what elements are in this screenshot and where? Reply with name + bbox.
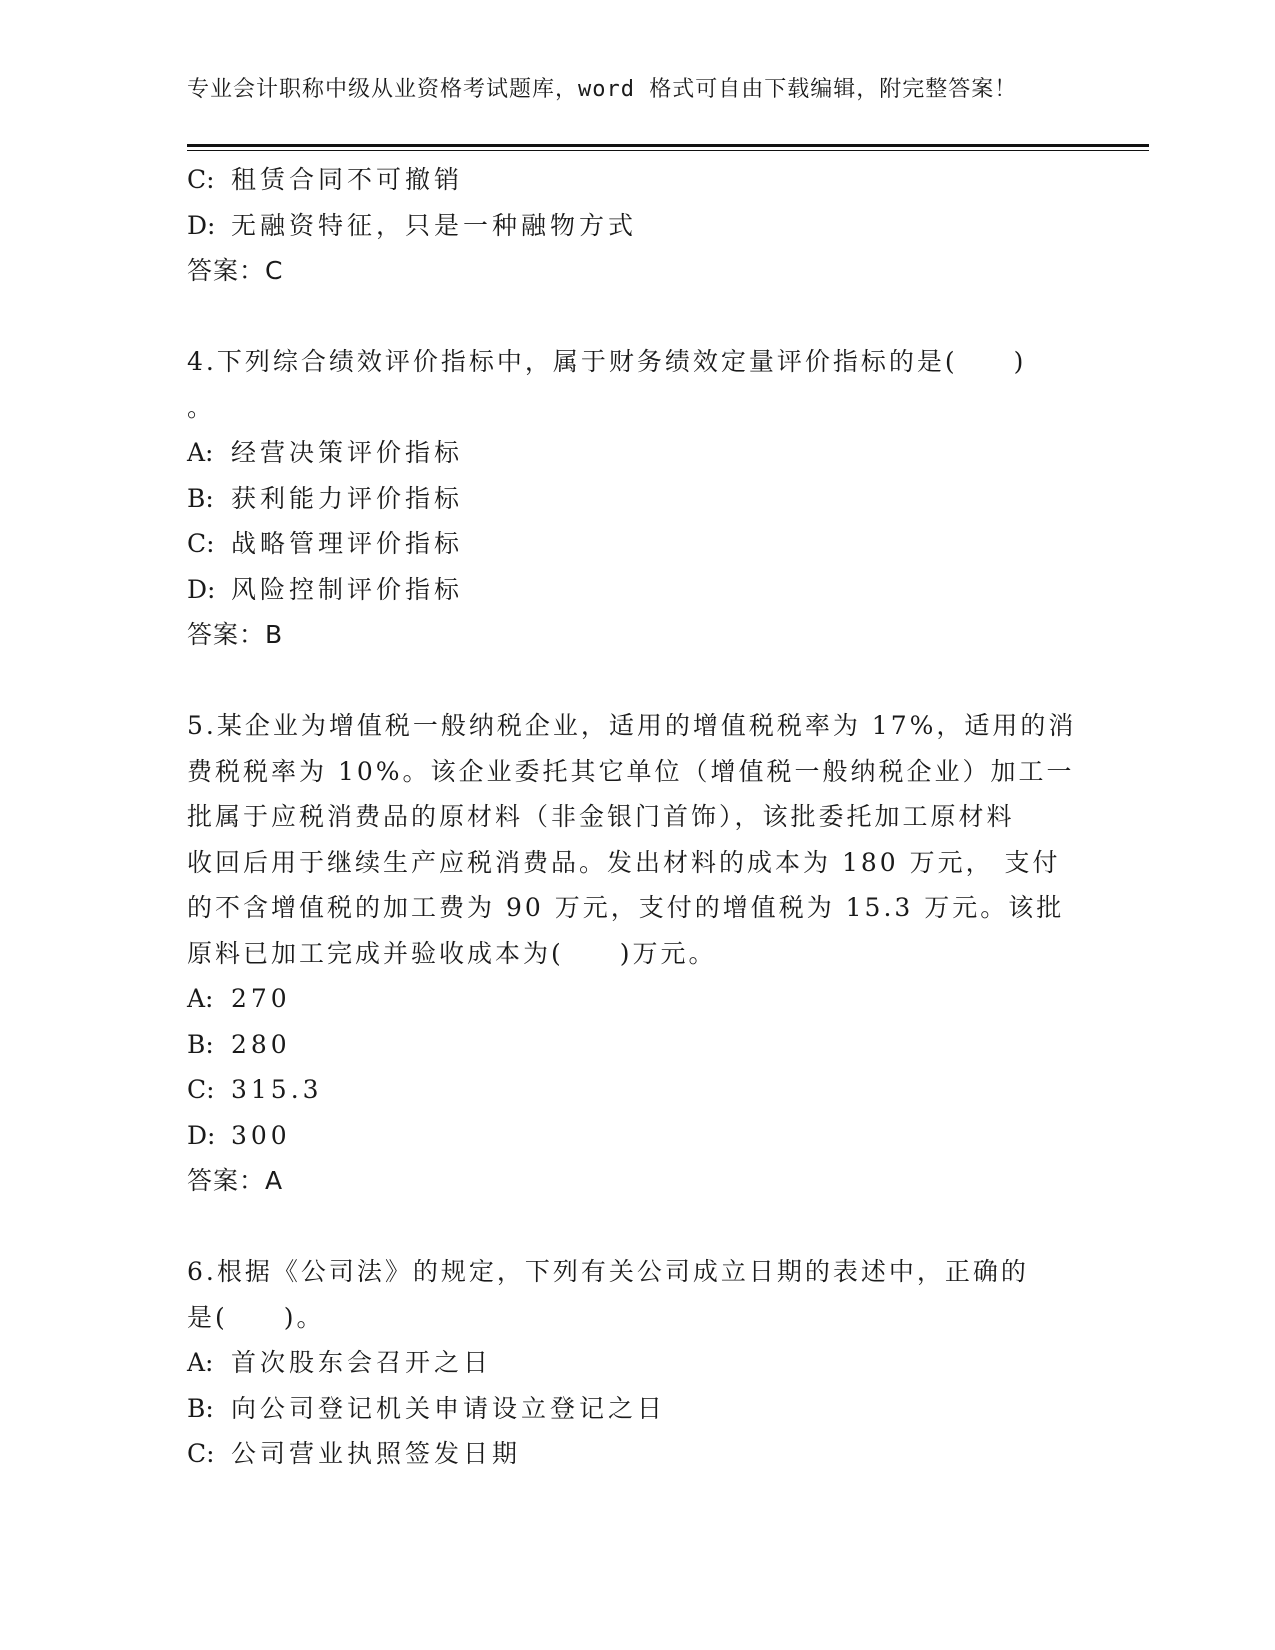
option-b	[187, 476, 1087, 522]
spacer	[187, 1204, 1087, 1250]
question-stem-line: 4.下列综合绩效评价指标中，属于财务绩效定量评价指标的是( )	[187, 347, 1027, 376]
option-text: 315.3	[231, 1075, 323, 1104]
question-stem-line: 的不含增值税的加工费为 90 万元，支付的增值税为 15.3 万元。该批	[187, 893, 1065, 922]
option-text: 租赁合同不可撤销	[231, 165, 464, 194]
option-b	[187, 1386, 1087, 1432]
option-text: 向公司登记机关申请设立登记之日	[231, 1393, 667, 1423]
option-key: A:	[187, 438, 214, 467]
question-stem-line: 批属于应税消费品的原材料（非金银门首饰），该批委托加工原材料	[187, 802, 1015, 831]
option-text: 首次股东会召开之日	[231, 1348, 493, 1377]
option-text: 280	[231, 1029, 291, 1059]
option-text: 获利能力评价指标	[231, 483, 464, 513]
option-key: D:	[187, 574, 216, 604]
spacer	[187, 294, 1087, 340]
option-text: 公司营业执照签发日期	[231, 1439, 522, 1468]
question-stem-line: 费税税率为 10%。该企业委托其它单位（增值税一般纳税企业）加工一	[187, 756, 1075, 786]
question-stem-line: 。	[187, 392, 216, 422]
option-b	[187, 1022, 1087, 1068]
option-key: C:	[187, 165, 215, 194]
option-key: A:	[187, 1348, 214, 1377]
option-text: 270	[231, 984, 291, 1013]
option-c	[187, 1067, 1087, 1113]
question-stem-line: 6.根据《公司法》的规定，下列有关公司成立日期的表述中，正确的	[187, 1257, 1029, 1286]
option-text: 经营决策评价指标	[231, 438, 464, 467]
option-c	[187, 1431, 1087, 1477]
option-a	[187, 430, 1087, 476]
option-key: A:	[187, 984, 214, 1013]
option-key: C:	[187, 1439, 215, 1468]
option-key: D:	[187, 1120, 216, 1150]
option-text: 无融资特征，只是一种融物方式	[231, 210, 638, 240]
question-stem-line: 5.某企业为增值税一般纳税企业，适用的增值税税率为 17%，适用的消	[187, 711, 1077, 740]
option-d	[187, 567, 1087, 613]
option-text: 风险控制评价指标	[231, 574, 464, 604]
option-d	[187, 1113, 1087, 1159]
question-content	[187, 157, 1087, 1477]
option-d	[187, 203, 1087, 249]
answer-line: 答案：B	[187, 620, 284, 649]
option-key: C:	[187, 529, 215, 558]
option-c	[187, 157, 1087, 203]
option-a	[187, 976, 1087, 1022]
option-key: C:	[187, 1075, 215, 1104]
option-key: B:	[187, 483, 214, 513]
answer-line: 答案：C	[187, 256, 284, 285]
answer-line: 答案：A	[187, 1166, 284, 1195]
option-key: B:	[187, 1393, 214, 1423]
option-text: 300	[231, 1120, 291, 1150]
option-c	[187, 521, 1087, 567]
question-stem-line: 收回后用于继续生产应税消费品。发出材料的成本为 180 万元， 支付	[187, 847, 1061, 877]
question-stem-line: 原料已加工完成并验收成本为( )万元。	[187, 938, 717, 968]
question-stem-line: 是( )。	[187, 1302, 325, 1332]
header-divider-thin	[187, 150, 1149, 151]
header-divider	[187, 144, 1149, 147]
option-text: 战略管理评价指标	[231, 529, 464, 558]
option-key: B:	[187, 1029, 214, 1059]
page-header: 专业会计职称中级从业资格考试题库，word 格式可自由下载编辑，附完整答案！	[187, 77, 1018, 102]
option-a	[187, 1340, 1087, 1386]
option-key: D:	[187, 210, 216, 240]
spacer	[187, 658, 1087, 704]
